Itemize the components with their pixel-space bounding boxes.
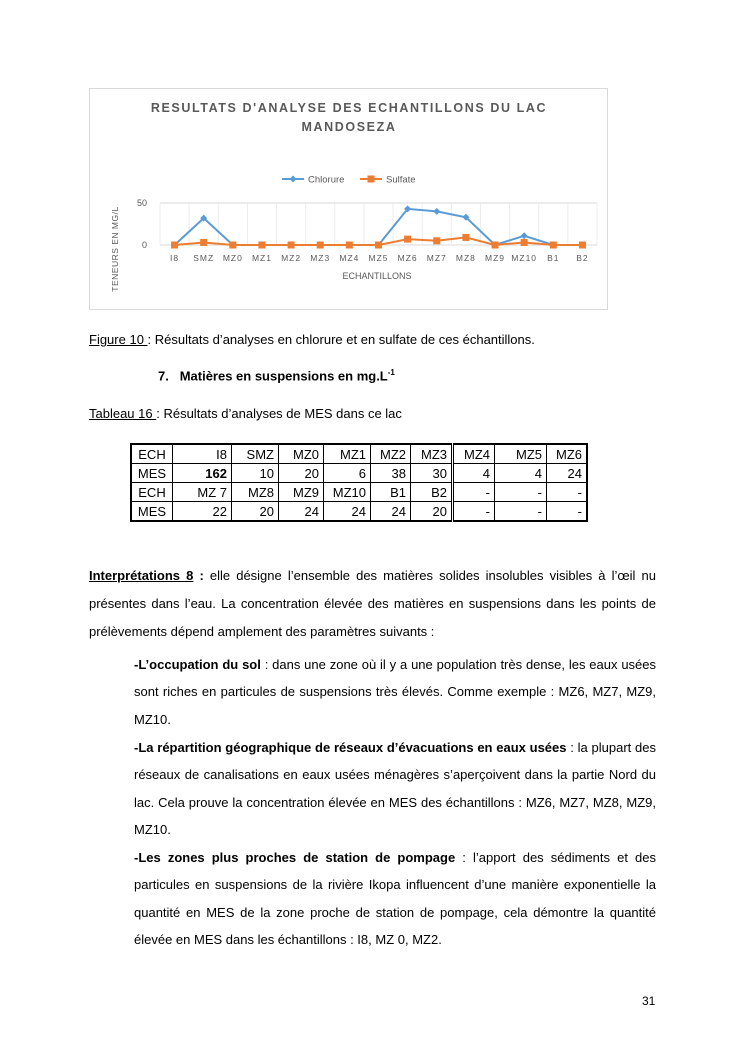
interpretation-paragraph bbox=[89, 562, 656, 646]
legend-marker bbox=[368, 176, 375, 183]
chart-legend bbox=[282, 175, 416, 186]
x-tick-label: MZ1 bbox=[251, 253, 272, 263]
y-axis-ticks bbox=[137, 198, 147, 250]
figure-caption bbox=[89, 332, 535, 347]
figure-caption-text: : Résultats d’analyses en chlorure et en sulfate de ces échantillons. bbox=[147, 332, 535, 347]
table-cell: MZ6 bbox=[547, 444, 588, 464]
section-title-sup: -1 bbox=[387, 368, 395, 377]
x-tick-label: MZ6 bbox=[397, 253, 418, 263]
bullet-item bbox=[134, 651, 656, 733]
data-point bbox=[433, 237, 440, 244]
table-row bbox=[131, 483, 587, 502]
data-point bbox=[521, 232, 528, 239]
data-point bbox=[346, 242, 353, 249]
table-cell: 30 bbox=[411, 464, 453, 483]
table-cell: B2 bbox=[411, 483, 453, 502]
x-tick-label: MZ3 bbox=[310, 253, 331, 263]
x-tick-label: MZ2 bbox=[281, 253, 302, 263]
x-tick-label: B1 bbox=[547, 253, 560, 263]
x-axis-ticks bbox=[170, 253, 589, 263]
x-tick-label: B2 bbox=[576, 253, 589, 263]
table-cell: 20 bbox=[232, 502, 279, 522]
bullet-item bbox=[134, 844, 656, 954]
interpretation-heading: Interprétations 8 bbox=[89, 568, 194, 583]
table-cell: MZ0 bbox=[279, 444, 324, 464]
data-point bbox=[375, 242, 382, 249]
bullet-item bbox=[134, 734, 656, 844]
chart-title-line1: RESULTATS D'ANALYSE DES ECHANTILLONS DU LAC bbox=[150, 101, 548, 115]
data-point bbox=[229, 242, 236, 249]
data-point bbox=[462, 234, 469, 241]
table-cell: - bbox=[547, 502, 588, 522]
section-heading bbox=[158, 368, 395, 383]
y-tick-label: 50 bbox=[136, 198, 147, 208]
data-point bbox=[317, 242, 324, 249]
chart-container bbox=[89, 88, 608, 310]
x-tick-label: MZ7 bbox=[426, 253, 447, 263]
table-cell: MZ4 bbox=[453, 444, 495, 464]
table-row bbox=[131, 464, 587, 483]
interpretation-text: elle désigne l’ensemble des matières solides insolubles visibles à l’œil nu présentes dans l’eau. La concentration élevée des matières en suspensions dans les points de prélèvements dépend amplement des paramètres suivants : bbox=[89, 568, 656, 639]
table-cell: MZ3 bbox=[411, 444, 453, 464]
x-tick-label: I8 bbox=[170, 253, 180, 263]
table-cell: MZ10 bbox=[324, 483, 371, 502]
table-cell: MES bbox=[131, 502, 173, 522]
table-cell: B1 bbox=[371, 483, 411, 502]
table-cell: 24 bbox=[324, 502, 371, 522]
table-cell: - bbox=[547, 483, 588, 502]
data-point bbox=[288, 242, 295, 249]
legend-marker bbox=[290, 176, 297, 183]
table-cell: 10 bbox=[232, 464, 279, 483]
table-cell: 20 bbox=[279, 464, 324, 483]
table-cell: 6 bbox=[324, 464, 371, 483]
data-point bbox=[200, 239, 207, 246]
chart-series bbox=[171, 205, 586, 248]
table-caption-text: : Résultats d’analyses de MES dans ce lac bbox=[156, 406, 402, 421]
table-cell: MZ 7 bbox=[173, 483, 232, 502]
table-cell: MZ1 bbox=[324, 444, 371, 464]
line-chart bbox=[90, 89, 609, 311]
table-cell: 20 bbox=[411, 502, 453, 522]
table-row bbox=[131, 502, 587, 522]
y-tick-label: 0 bbox=[141, 240, 147, 250]
table-cell: 24 bbox=[279, 502, 324, 522]
table-cell: 4 bbox=[453, 464, 495, 483]
x-tick-label: MZ5 bbox=[368, 253, 389, 263]
table-cell: - bbox=[495, 483, 547, 502]
legend-label: Sulfate bbox=[386, 174, 416, 186]
table-cell: - bbox=[495, 502, 547, 522]
data-point bbox=[521, 239, 528, 246]
x-axis-label: ECHANTILLONS bbox=[342, 271, 412, 281]
table-cell: - bbox=[453, 502, 495, 522]
x-tick-label: MZ9 bbox=[485, 253, 506, 263]
table-ref: Tableau 16 bbox=[89, 406, 157, 421]
data-point bbox=[579, 242, 586, 249]
table-cell: 24 bbox=[547, 464, 588, 483]
table-cell: MES bbox=[131, 464, 173, 483]
x-tick-label: MZ8 bbox=[455, 253, 476, 263]
table-cell: ECH bbox=[131, 444, 173, 464]
table-cell: I8 bbox=[173, 444, 232, 464]
page-number: 31 bbox=[642, 994, 656, 1008]
table-cell: - bbox=[453, 483, 495, 502]
data-point bbox=[433, 208, 440, 215]
table-cell: MZ2 bbox=[371, 444, 411, 464]
figure-ref: Figure 10 bbox=[89, 332, 148, 347]
data-point bbox=[550, 242, 557, 249]
bullet-text: : la plupart des réseaux de canalisations en eaux usées ménagères s’aperçoivent dans la partie Nord du lac. Cela prouve la concentration élevée en MES des échantillons : MZ6, MZ7, MZ8, MZ9, MZ10. bbox=[134, 740, 657, 838]
bullet-text: : l’apport des sédiments et des particules en suspensions de la rivière Ikopa influencent d’une manière exponentielle la quantité en MES de la zone proche de station de pompage, cela démontre la quantité élevée en MES dans les échantillons : I8, MZ 0, MZ2. bbox=[134, 850, 656, 948]
x-tick-label: MZ0 bbox=[222, 253, 243, 263]
table-cell: MZ5 bbox=[495, 444, 547, 464]
table-caption bbox=[89, 406, 402, 421]
section-number: 7. bbox=[158, 368, 169, 384]
table-cell: 162 bbox=[173, 464, 232, 483]
data-point bbox=[404, 236, 411, 243]
data-point bbox=[258, 242, 265, 249]
y-axis-label: TENEURS EN MG/L bbox=[110, 206, 120, 292]
table-cell: MZ9 bbox=[279, 483, 324, 502]
data-point bbox=[492, 242, 499, 249]
bullet-title: -Les zones plus proches de station de pompage bbox=[134, 850, 456, 865]
table-cell: 22 bbox=[173, 502, 232, 522]
table-cell: ECH bbox=[131, 483, 173, 502]
legend-label: Chlorure bbox=[308, 174, 345, 186]
x-tick-label: MZ4 bbox=[339, 253, 360, 263]
mes-table bbox=[130, 443, 588, 522]
bullet-title: -La répartition géographique de réseaux d’évacuations en eaux usées bbox=[134, 740, 567, 755]
bullet-text: : dans une zone où il y a une population très dense, les eaux usées sont riches en particules de suspensions très élevés. Comme exemple : MZ6, MZ7, MZ9, MZ10. bbox=[134, 657, 657, 727]
table-cell: SMZ bbox=[232, 444, 279, 464]
section-title: Matières en suspensions en mg.L bbox=[179, 368, 388, 384]
chart-title-line2: MANDOSEZA bbox=[301, 120, 397, 134]
table-cell: 38 bbox=[371, 464, 411, 483]
table-row bbox=[131, 444, 587, 464]
data-point bbox=[171, 242, 178, 249]
x-tick-label: MZ10 bbox=[511, 253, 538, 263]
table-cell: 24 bbox=[371, 502, 411, 522]
x-tick-label: SMZ bbox=[193, 253, 215, 263]
bullet-title: -L’occupation du sol bbox=[134, 657, 261, 672]
interpretation-colon: : bbox=[193, 568, 204, 583]
table-cell: MZ8 bbox=[232, 483, 279, 502]
table-cell: 4 bbox=[495, 464, 547, 483]
